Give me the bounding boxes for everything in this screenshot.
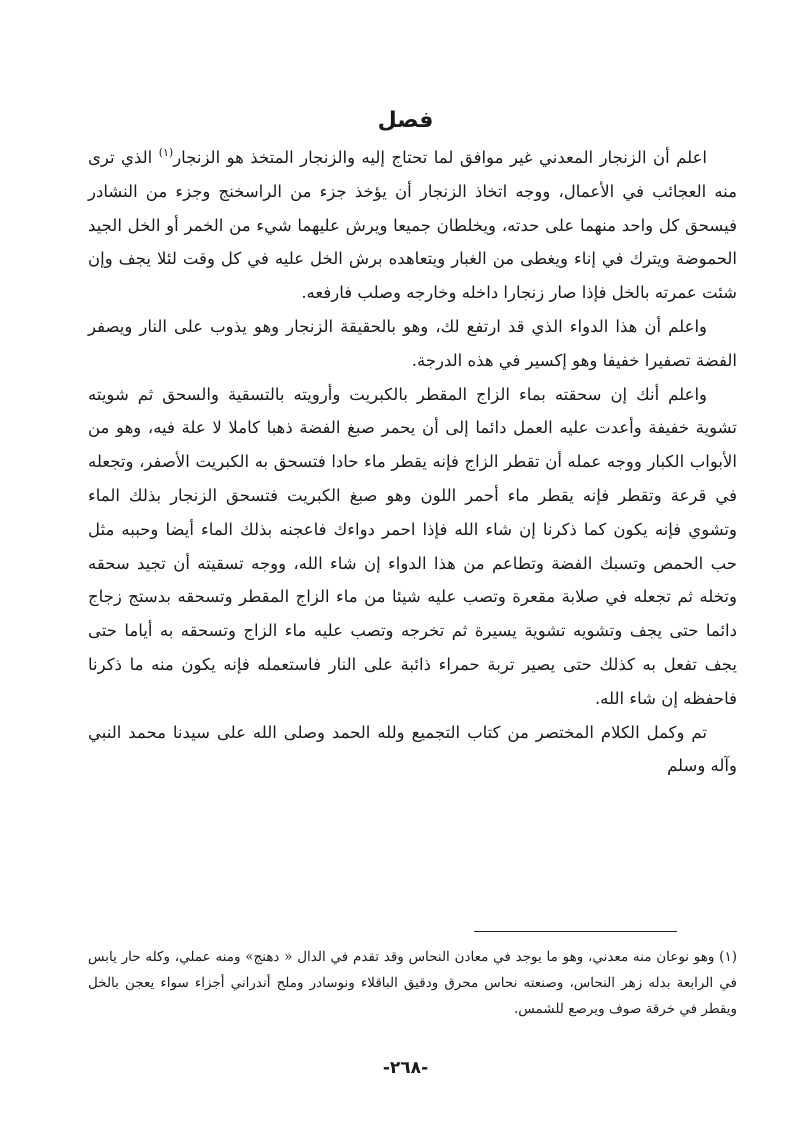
paragraph-1 xyxy=(88,141,737,310)
paragraph-3: واعلم أنك إن سحقته بماء الزاج المقطر بالكبريت وأرويته بالتسقية والسحق ثم شويته تشوية خفيفة وأعدت عليه العمل دائما إلى أن يحمر صبغ الفضة ذهبا كاملا لا علة فيه، وهو من الأبواب الكبار ووجه عمله أن تقطر الزاج فإنه يقطر ماء حادا فتسحق به الكبريت الأصفر، وتجعله في قرعة وتقطر فإنه يقطر ماء أحمر اللون وهو صبغ الكبريت فتسحق الزنجار بذلك الماء وتشوي فإنه يكون كما ذكرنا إن شاء الله فإذا احمر دواءك فاعجنه بذلك الماء أيضا وحببه مثل حب الحمص وتسبك الفضة وتطاعم من هذا الدواء إن شاء الله، ووجه تسقيته أن تجيد سحقه وتخله ثم تجعله في صلابة مقعرة وتصب عليه شيئا من ماء الزاج المقطر وتسحقه بدستج زجاج دائما حتى يجف وتشويه تشوية يسيرة ثم تخرجه وتصب عليه ماء الزاج وتسحقه به أياما حتى يجف تفعل به كذلك حتى يصير تربة حمراء ذائبة على النار فاستعمله فإنه يكون منه ما ذكرنا فاحفظه إن شاء الله. xyxy=(88,384,737,708)
paragraph-1-text: اعلم أن الزنجار المعدني غير موافق لما تحتاج إليه والزنجار المتخذ هو الزنجار xyxy=(173,148,707,167)
section-heading: فصل xyxy=(377,108,434,133)
paragraph-2: واعلم أن هذا الدواء الذي قد ارتفع لك، وهو بالحقيقة الزنجار وهو يذوب على النار ويصفر الفضة تصفيرا خفيفا وهو إكسير في هذه الدرجة. xyxy=(88,316,737,370)
footnote: (١) وهو نوعان منه معدني، وهو ما يوجد في معادن النحاس وقد تقدم في الدال « دهنج» ومنه عملي، وكله حار يابس في الرابعة بدله زهر النحاس، وصنعته نحاس محرق ودقيق الباقلاء ونوسادر وملح أندراني أجزاء سواء يعجن بالخل ويقطر في خرقة صوف ويرصع للشمس. xyxy=(88,949,737,1017)
footnote-divider xyxy=(474,931,677,932)
footnote-reference: (١) xyxy=(158,146,174,159)
body-text xyxy=(88,141,737,783)
page-number: -٢٦٨- xyxy=(382,1058,429,1078)
paragraph-4: تم وكمل الكلام المختصر من كتاب التجميع ولله الحمد وصلى الله على سيدنا محمد النبي وآله وسلم xyxy=(88,722,737,776)
paragraph-1-continuation: الذي ترى منه العجائب في الأعمال، ووجه اتخاذ الزنجار أن يؤخذ جزء من الراسخنج وجزء من النشادر فيسحق كل واحد منهما على حدته، ويخلطان جميعا ويرش عليهما شيء من الخمر أو الخل الجيد الحموضة ويترك في إناء ويغطى من الغبار ويتعاهده برش الخل عليه في كل وقت لئلا يجف وإن شئت عمرته بالخل فإذا صار زنجارا داخله وخارجه وصلب فارفعه. xyxy=(88,148,737,303)
